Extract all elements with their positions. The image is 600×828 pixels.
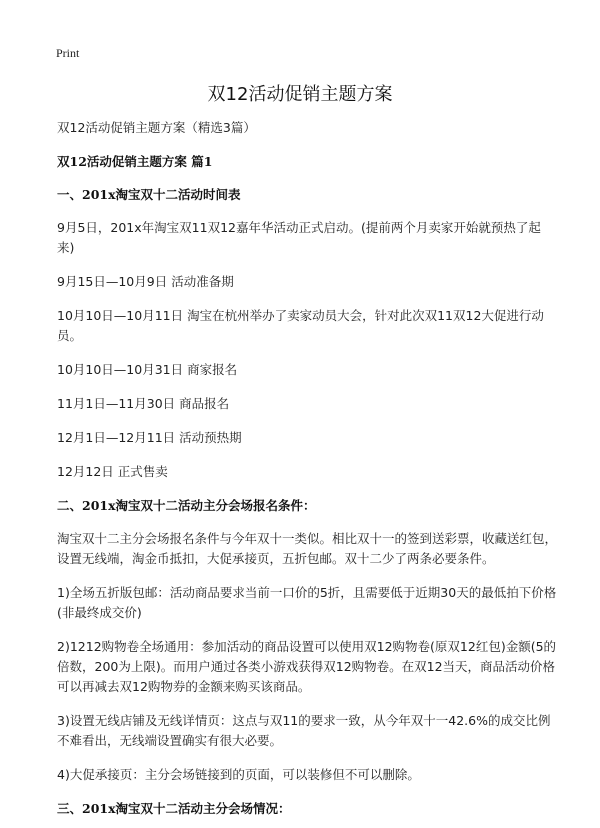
timeline-item: 10月10日—10月31日 商家报名 [57, 362, 238, 377]
heading-venue: 三、201x淘宝双十二活动主分会场情况： [57, 801, 291, 816]
condition-paragraph: 淘宝双十二主分会场报名条件与今年双十一类似。相比双十一的签到送彩票，收藏送红包，设置无线端，淘金币抵扣，大促承接页，五折包邮。双十二少了两条必要条件。 [57, 531, 558, 566]
page-title: 双12活动促销主题方案 [207, 84, 393, 105]
document-body [57, 118, 557, 828]
section-title: 双12活动促销主题方案 篇1 [57, 154, 213, 169]
heading-conditions: 二、201x淘宝双十二活动主分会场报名条件： [57, 498, 316, 513]
condition-paragraph: 1)全场五折版包邮：活动商品要求当前一口价的5折，且需要低于近期30天的最低拍下价格(非最终成交价) [57, 585, 557, 620]
condition-paragraph: 3)设置无线店铺及无线详情页：这点与双11的要求一致，从今年双十一42.6%的成交比例不难看出，无线端设置确实有很大必要。 [57, 713, 551, 748]
heading-timeline: 一、201x淘宝双十二活动时间表 [57, 187, 241, 202]
timeline-item: 9月15日—10月9日 活动准备期 [57, 274, 234, 289]
timeline-item: 12月12日 正式售卖 [57, 464, 168, 479]
condition-paragraph: 4)大促承接页：主分会场链接到的页面，可以装修但不可以删除。 [57, 767, 420, 782]
timeline-item: 12月1日—12月11日 活动预热期 [57, 430, 242, 445]
timeline-item: 10月10日—10月11日 淘宝在杭州举办了卖家动员大会，针对此次双11双12大促进行动员。 [57, 308, 544, 343]
condition-paragraph: 2)1212购物卷全场通用：参加活动的商品设置可以使用双12购物卷(原双12红包)金额(5的倍数，200为上限)。而用户通过各类小游戏获得双12购物卷。在双12当天，商品活动价格可以再减去双12购物券的金额来购买该商品。 [57, 639, 557, 694]
timeline-item: 9月5日，201x年淘宝双11双12嘉年华活动正式启动。(提前两个月卖家开始就预热了起来) [57, 220, 541, 255]
document-subtitle: 双12活动促销主题方案（精选3篇） [57, 120, 256, 135]
print-label: Print [56, 46, 80, 60]
timeline-item: 11月1日—11月30日 商品报名 [57, 396, 230, 411]
